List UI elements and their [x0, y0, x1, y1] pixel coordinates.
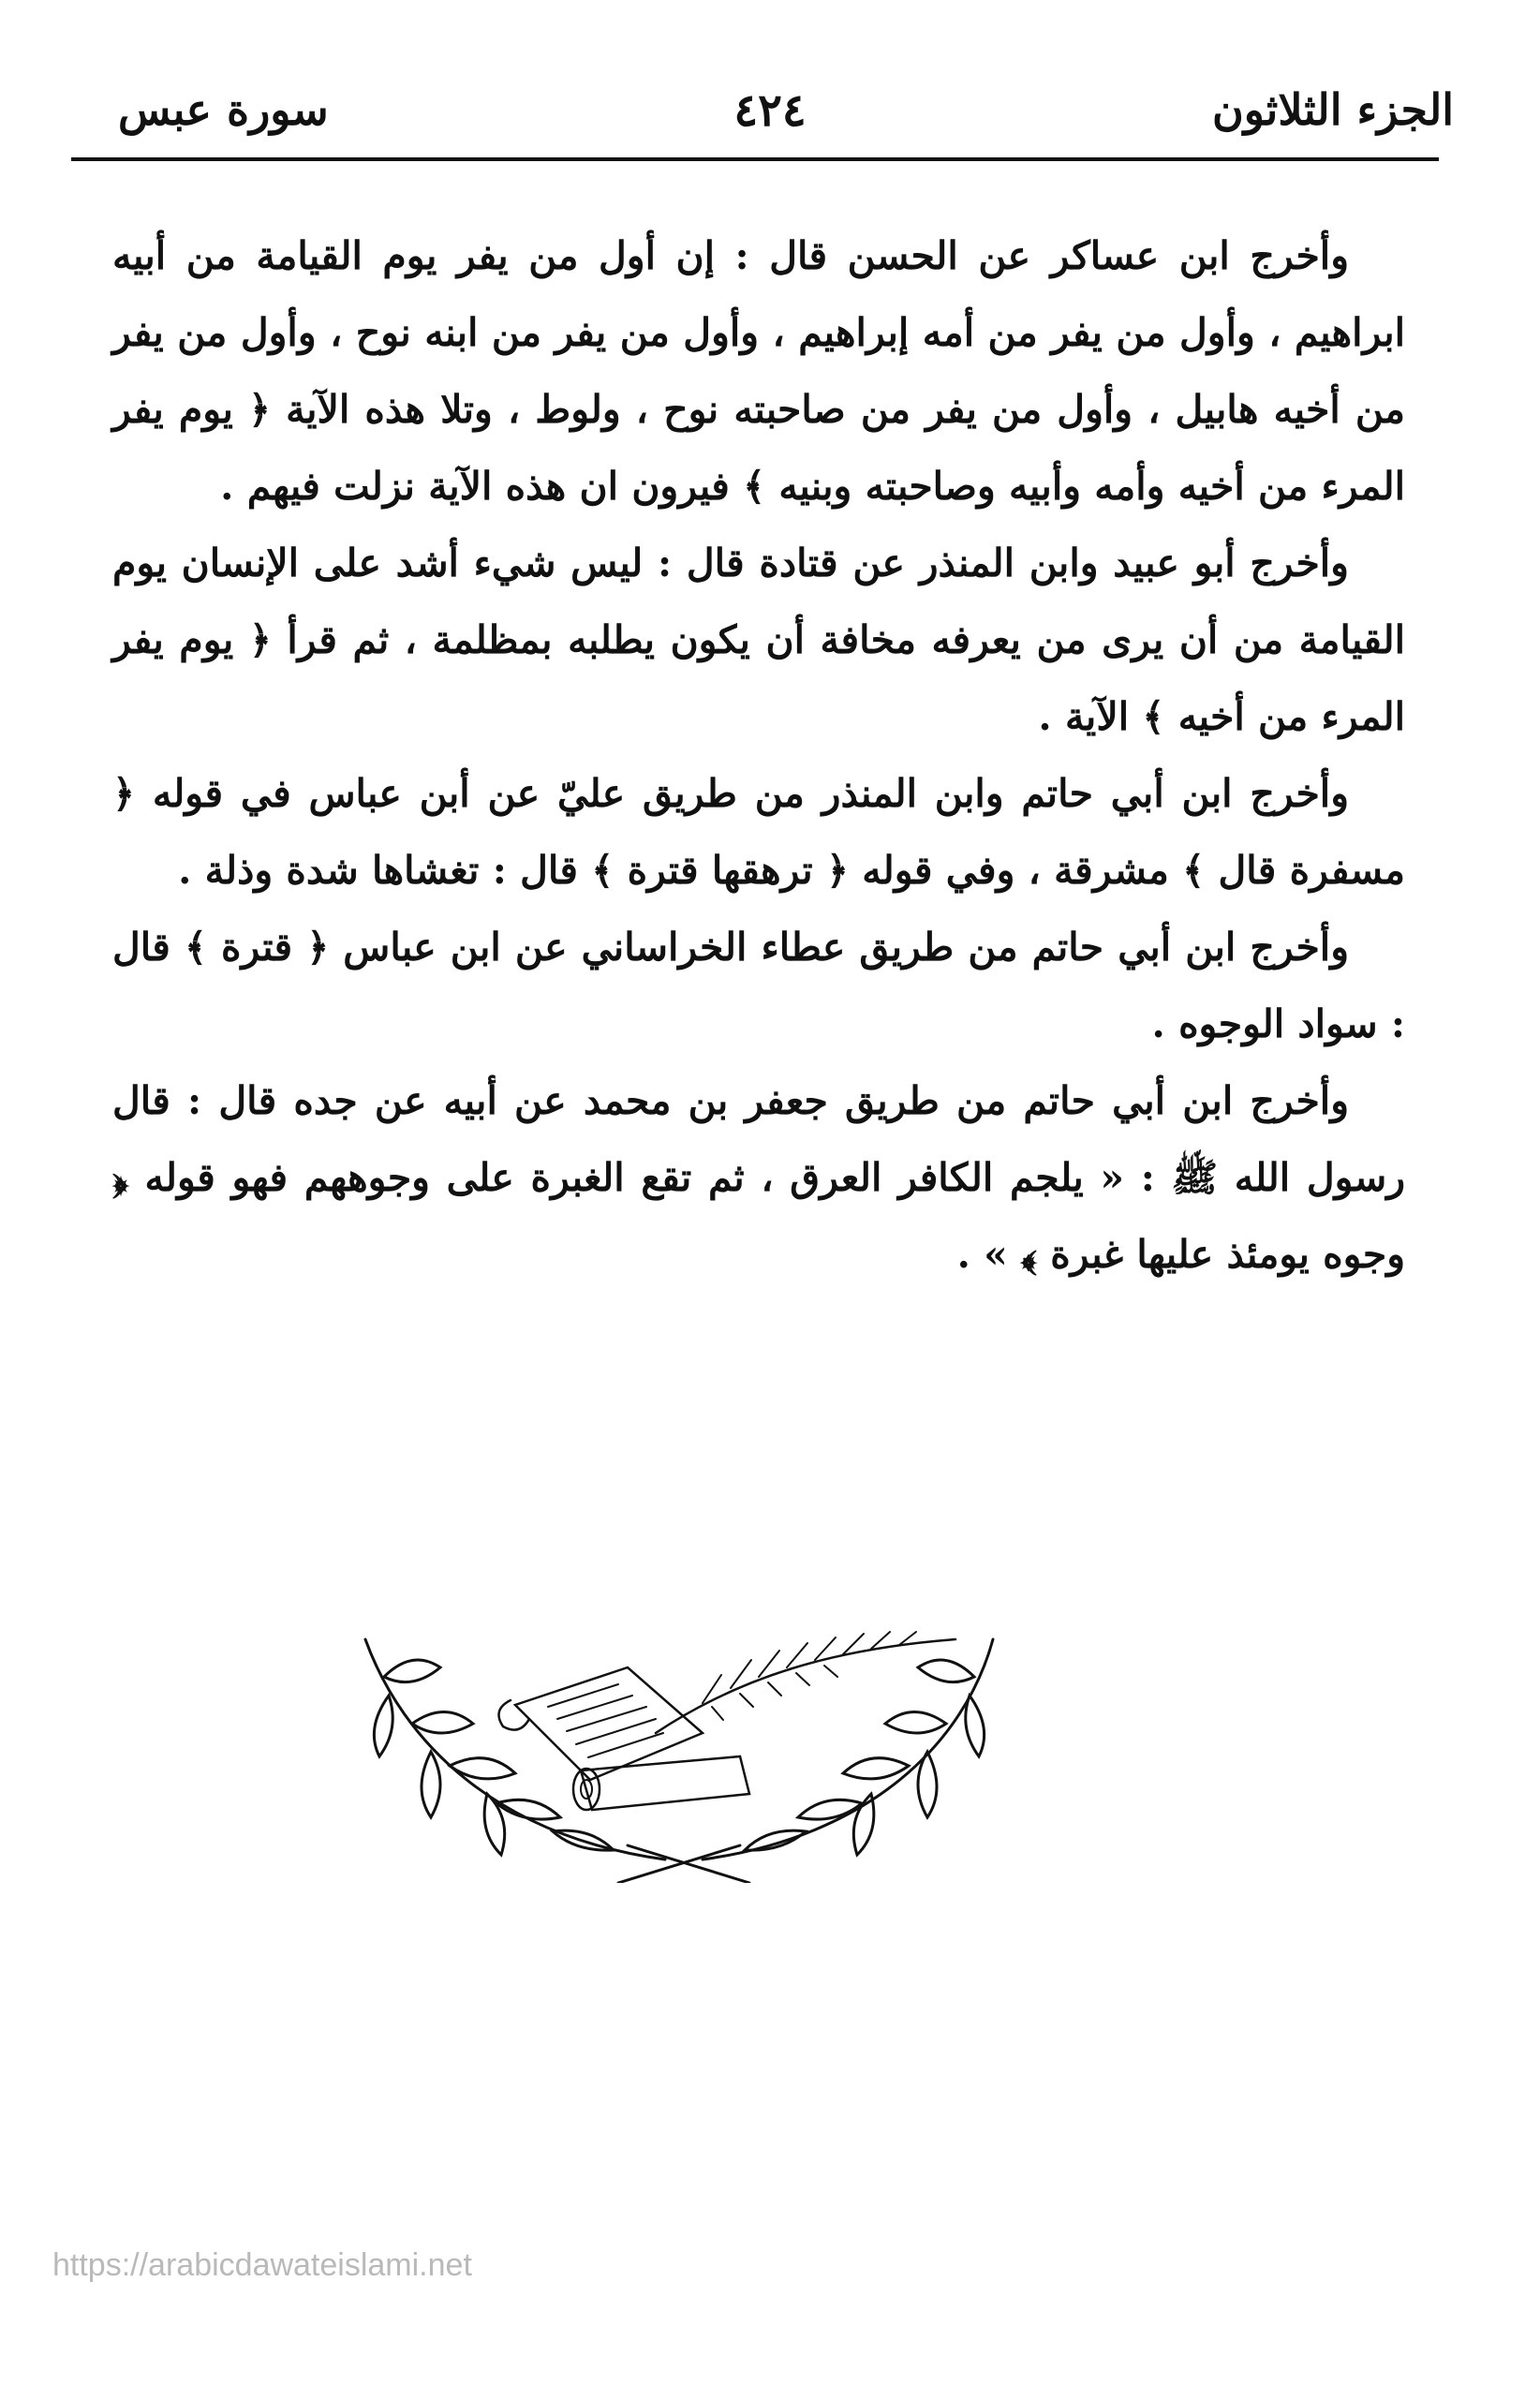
scroll-quill-laurel-icon	[347, 1602, 1021, 1883]
surah-title: سورة عبس	[118, 84, 329, 135]
watermark-url: https://arabicdawateislami.net	[52, 2247, 472, 2283]
paragraph: وأخرج ابن أبي حاتم من طريق جعفر بن محمد عن أبيه عن جده قال : قال رسول الله ﷺ : « يلجم الكافر العرق ، ثم تقع الغبرة على وجوههم فهو قوله ﴿ وجوه يومئذ عليها غبرة ﴾ » .	[112, 1078, 1405, 1277]
paragraph: وأخرج ابن أبي حاتم من طريق عطاء الخراساني عن ابن عباس ﴿ قترة ﴾ قال : سواد الوجوه .	[112, 925, 1405, 1046]
paragraph: وأخرج ابن أبي حاتم وابن المنذر من طريق عليّ عن أبن عباس في قوله ﴿ مسفرة قال ﴾ مشرقة ، وفي قوله ﴿ ترهقها قترة ﴾ قال : تغشاها شدة وذلة .	[112, 771, 1405, 893]
header-rule	[71, 157, 1439, 161]
page-number: ٤٢٤	[733, 84, 807, 137]
running-head	[75, 75, 1465, 150]
juz-title: الجزء الثلاثون	[1212, 84, 1454, 135]
body-text	[112, 217, 1405, 1293]
paragraph: وأخرج ابن عساكر عن الحسن قال : إن أول من يفر يوم القيامة من أبيه ابراهيم ، وأول من يفر من أمه إبراهيم ، وأول من يفر من ابنه نوح ، وأول من يفر من أخيه هابيل ، وأول من يفر من صاحبته نوح ، ولوط ، وتلا هذه الآية ﴿ يوم يفر المرء من أخيه وأمه وأبيه وصاحبته وبنيه ﴾ فيرون ان هذه الآية نزلت فيهم .	[112, 233, 1405, 509]
paragraph: وأخرج أبو عبيد وابن المنذر عن قتادة قال : ليس شيء أشد على الإنسان يوم القيامة من أن يرى من يعرفه مخافة أن يكون يطلبه بمظلمة ، ثم قرأ ﴿ يوم يفر المرء من أخيه ﴾ الآية .	[112, 541, 1405, 739]
